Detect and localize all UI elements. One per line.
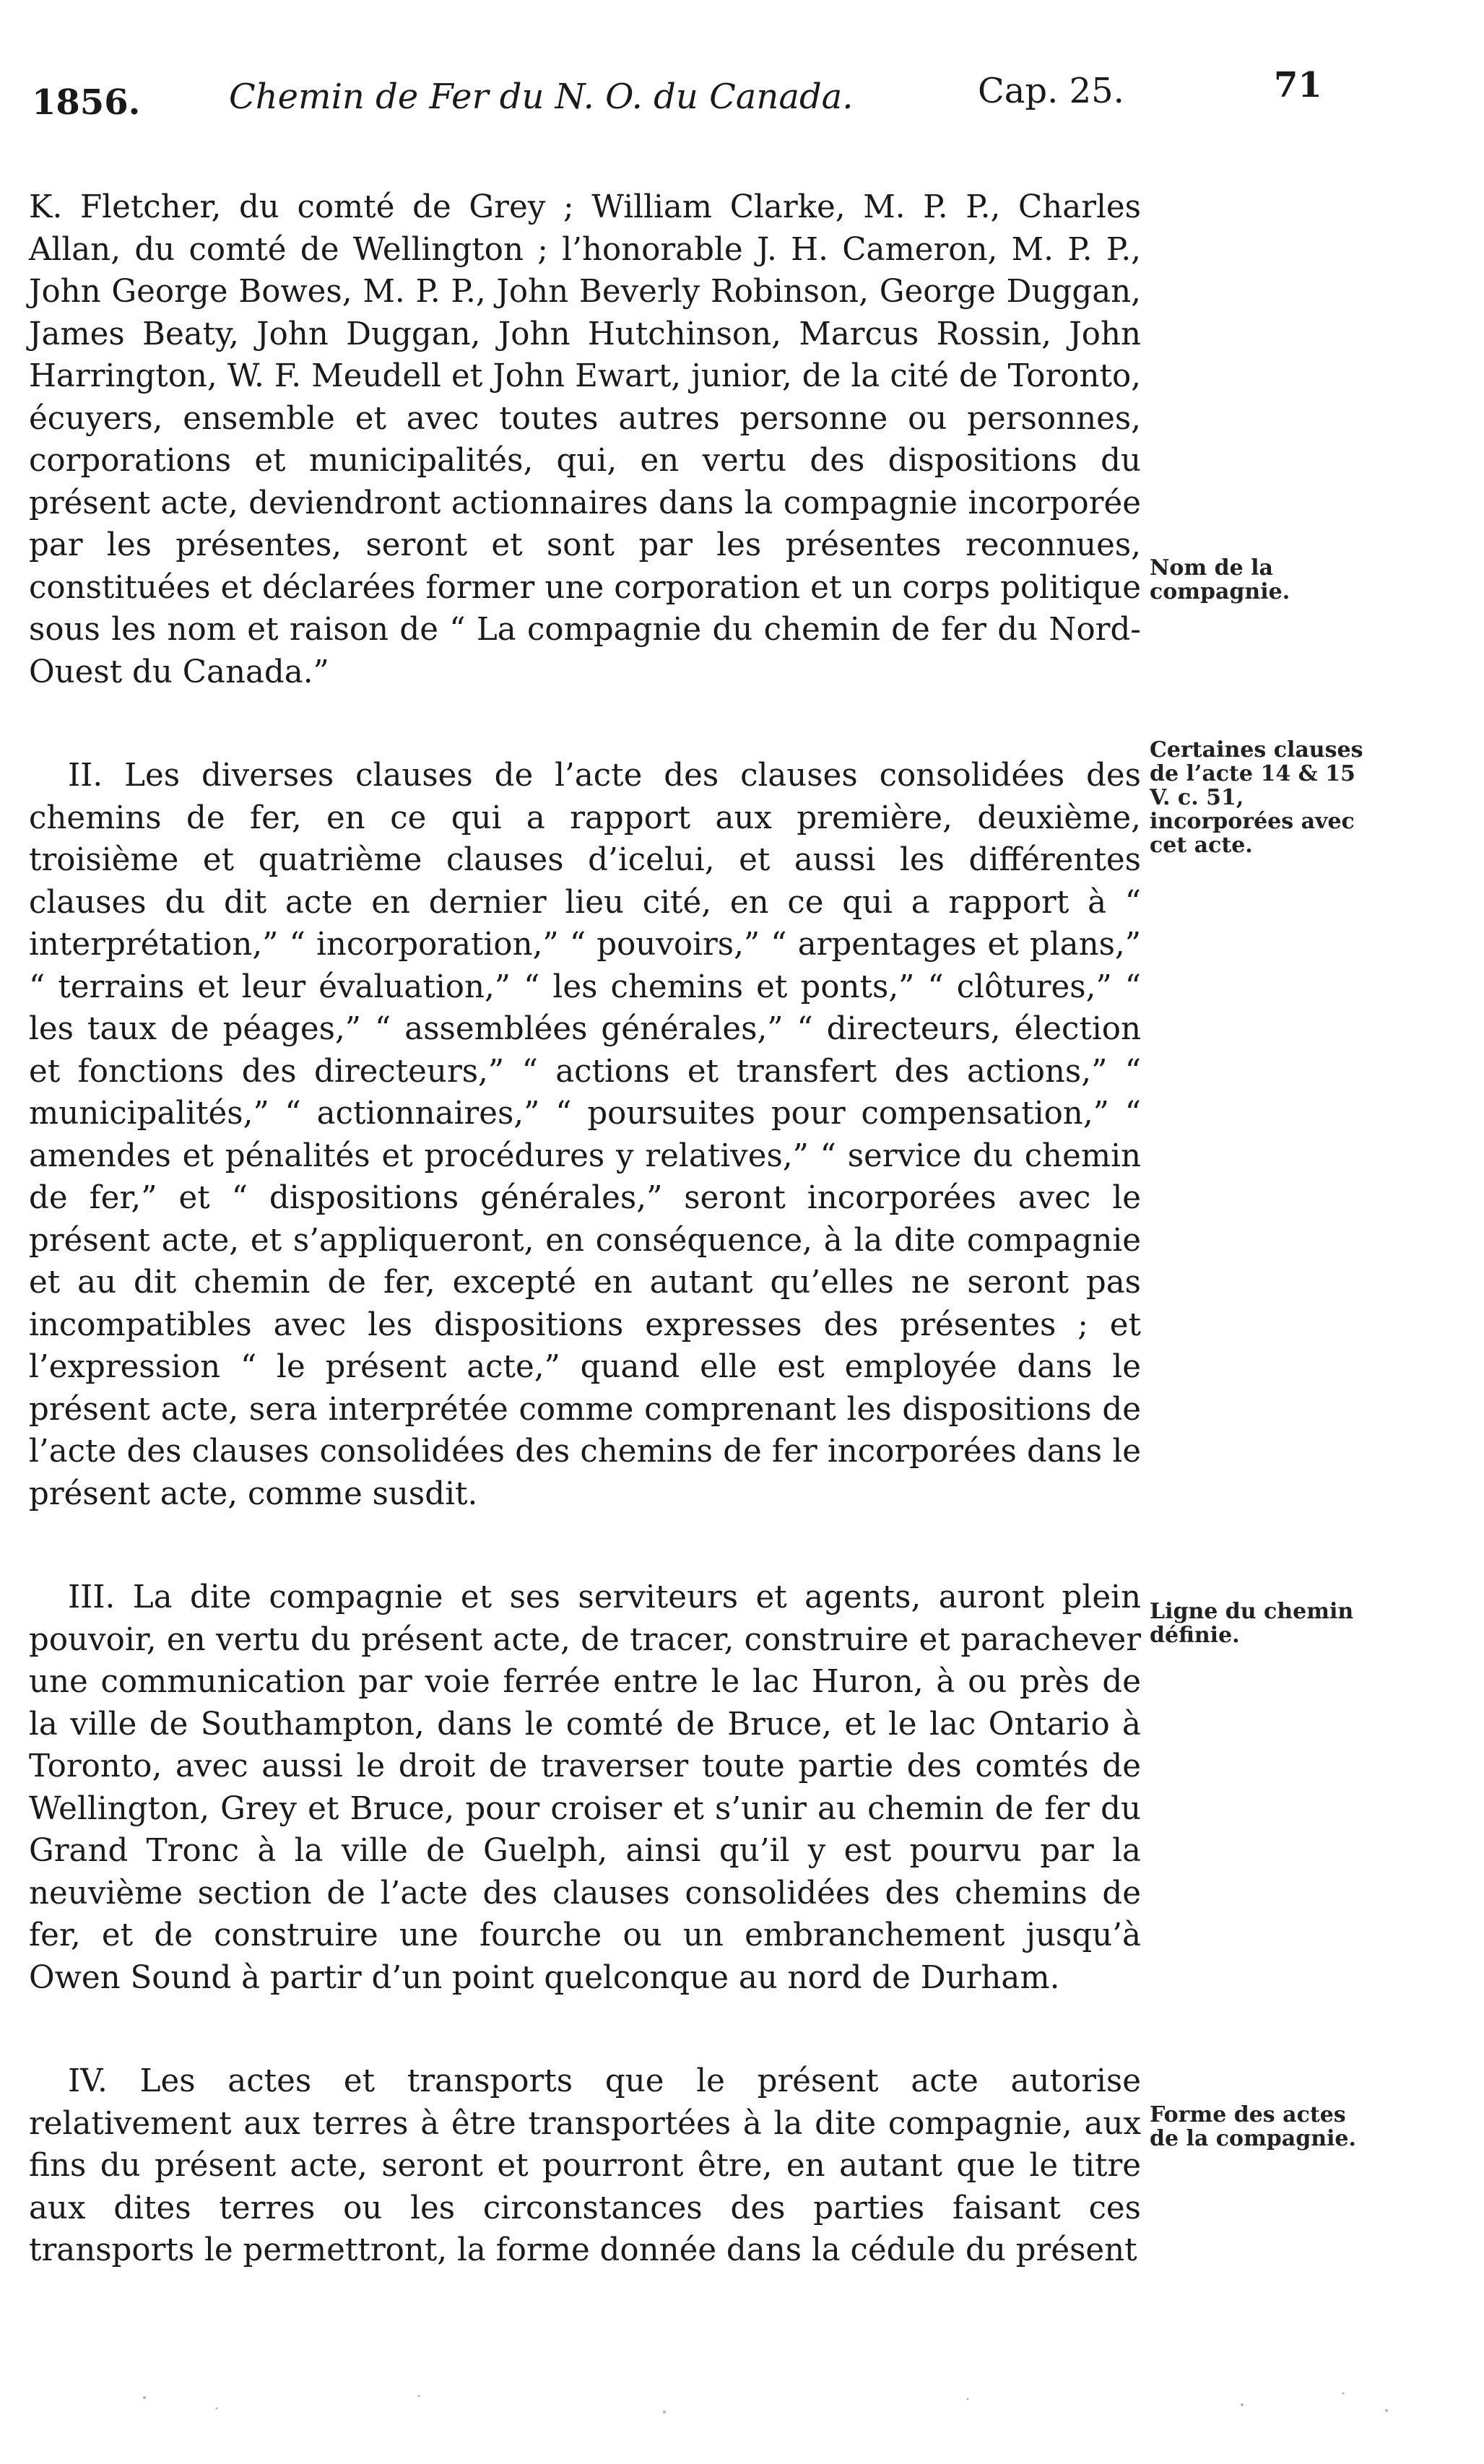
header-title: Chemin de Fer du N. O. du Canada. (229, 77, 854, 117)
paragraph-section-4: IV. Les actes et transports que le présent acte autorise relativement aux terres à être transportées à la dite compagnie, aux fins du présent acte, seront et pourront être, en autant que le titre aux dites terres ou les circonstances des parties faisant ces transports le permettront, la forme donnée dans la cédule du présent (29, 2063, 1141, 2268)
page-header (32, 65, 1353, 127)
margin-note-forme: Forme des actes de la compagnie. (1150, 2102, 1356, 2151)
margin-note-clauses: Certaines clauses de l’acte 14 & 15 V. c. 51, incorporées avec cet acte. (1150, 737, 1363, 858)
body-text (29, 186, 1141, 2272)
header-chapter: Cap. 25. (978, 71, 1124, 111)
paragraph-section-2: II. Les diverses clauses de l’acte des clauses consolidées des chemins de fer, en ce qui a rapport aux première, deuxième, troisième et quatrième clauses d’icelui, et aussi les différentes clauses du dit acte en dernier lieu cité, en ce qui a rapport à “ interprétation,” “ incorporation,” “ pouvoirs,” “ arpentages et plans,” “ terrains et leur évaluation,” “ les chemins et ponts,” “ clôtures,” “ les taux de péages,” “ assemblées générales,” “ directeurs, élection et fonctions des directeurs,” “ actions et transfert des actions,” “ municipalités,” “ actionnaires,” “ poursuites pour compensation,” “ amendes et pénalités et procédures y relatives,” “ service du chemin de fer,” et “ dispositions générales,” seront incorporées avec le présent acte, et s’appliqueront, en conséquence, à la dite compagnie et au dit chemin de fer, excepté en autant qu’elles ne seront pas incompatibles avec les dispositions expresses des présentes ; et l’expression “ le présent acte,” quand elle est employée dans le présent acte, sera interprétée comme comprenant les dispositions de l’acte des clauses consolidées des chemins de fer incorporées dans le présent acte, comme susdit. (29, 758, 1141, 1512)
margin-note-nom: Nom de la compagnie. (1150, 555, 1290, 604)
margin-note-ligne: Ligne du chemin définie. (1150, 1599, 1354, 1648)
page-number: 71 (1274, 65, 1322, 105)
scan-speckle (116, 2383, 1415, 2426)
paragraph-section-3: III. La dite compagnie et ses serviteurs et agents, auront plein pouvoir, en vertu du présent acte, de tracer, construire et parachever une communication par voie ferrée entre le lac Huron, à ou près de la ville de Southampton, dans le comté de Bruce, et le lac Ontario à Toronto, avec aussi le droit de traverser toute partie des comtés de Wellington, Grey et Bruce, pour croiser et s’unir au chemin de fer du Grand Tronc à la ville de Guelph, ainsi qu’il y est pourvu par la neuvième section de l’acte des clauses consolidées des chemins de fer, et de construire une fourche ou un embranchement jusqu’à Owen Sound à partir d’un point quelconque au nord de Durham. (29, 1579, 1141, 1996)
paragraph-continued: K. Fletcher, du comté de Grey ; William Clarke, M. P. P., Charles Allan, du comté de Wellington ; l’honorable J. H. Cameron, M. P. P., John George Bowes, M. P. P., John Beverly Robinson, George Duggan, James Beaty, John Duggan, John Hutchinson, Marcus Rossin, John Harrington, W. F. Meudell et John Ewart, junior, de la cité de Toronto, écuyers, ensemble et avec toutes autres personne ou personnes, corporations et municipalités, qui, en vertu des dispositions du présent acte, deviendront actionnaires dans la compagnie incorporée par les présentes, seront et sont par les présentes reconnues, constituées et déclarées former une corporation et un corps politique sous les nom et raison de “ La compagnie du chemin de fer du Nord-Ouest du Canada.” (29, 189, 1141, 690)
header-year: 1856. (32, 82, 141, 123)
